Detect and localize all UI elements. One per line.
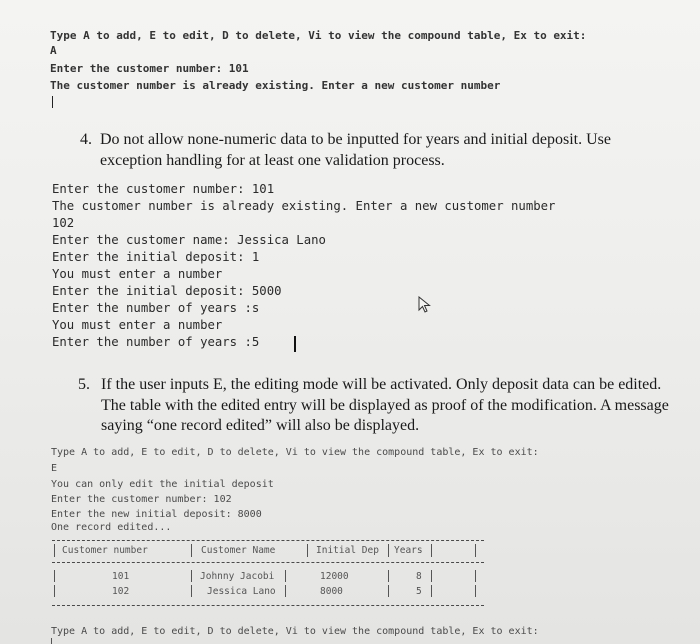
console-line: Enter the number of years :5 — [52, 335, 260, 349]
console-line: Enter the customer number: 102 — [51, 494, 232, 505]
console-line: Enter the initial deposit: 1 — [52, 250, 260, 264]
mouse-pointer-icon — [418, 296, 432, 314]
table-header: Years — [394, 545, 423, 556]
item-number: 4. — [80, 131, 92, 148]
table-divider — [52, 540, 484, 541]
table-cell: 8 — [416, 571, 422, 582]
table-divider — [54, 570, 55, 582]
text-cursor — [294, 336, 296, 352]
console-line: The customer number is already existing. Enter a new customer number — [50, 79, 501, 92]
item-text: saying “one record edited” will also be displayed. — [101, 417, 420, 434]
item-number: 5. — [78, 376, 90, 393]
table-divider — [388, 585, 389, 597]
table-divider — [54, 544, 55, 557]
table-divider — [431, 570, 432, 582]
console-line: Enter the initial deposit: 5000 — [52, 284, 282, 298]
table-divider — [285, 570, 286, 582]
console-line: Enter the customer name: Jessica Lano — [52, 233, 326, 247]
table-divider — [54, 585, 55, 597]
table-header: Initial Dep — [316, 545, 379, 556]
table-cell: Johnny Jacobi — [200, 571, 275, 582]
table-cell: 8000 — [320, 586, 343, 597]
console-line: 102 — [52, 216, 75, 230]
table-divider — [475, 544, 476, 557]
console-line: One record edited... — [51, 522, 172, 533]
text-cursor — [52, 96, 53, 108]
console-line: Enter the customer number: 101 — [52, 182, 275, 196]
console-line: Enter the number of years :s — [52, 301, 260, 315]
table-cell: 101 — [112, 571, 130, 582]
console-line: You can only edit the initial deposit — [51, 479, 274, 490]
console-line: Type A to add, E to edit, D to delete, Vi to view the compound table, Ex to exit: — [50, 29, 587, 42]
item-text: If the user inputs E, the editing mode will be activated. Only deposit data can be edited. — [101, 376, 662, 393]
table-divider — [52, 562, 484, 563]
console-line: You must enter a number — [52, 318, 223, 332]
text-cursor — [51, 638, 52, 644]
table-header: Customer number — [62, 545, 148, 556]
table-divider — [285, 585, 286, 597]
table-divider — [431, 585, 432, 597]
table-divider — [191, 570, 192, 582]
table-divider — [191, 585, 192, 597]
item-text: The table with the edited entry will be displayed as proof of the modification. A message — [101, 397, 669, 414]
table-divider — [388, 544, 389, 557]
table-cell: 102 — [112, 586, 130, 597]
item-text: exception handling for at least one validation process. — [100, 152, 445, 169]
console-line: Type A to add, E to edit, D to delete, Vi to view the compound table, Ex to exit: — [51, 626, 539, 637]
table-divider — [52, 605, 484, 606]
console-line: Type A to add, E to edit, D to delete, Vi to view the compound table, Ex to exit: — [51, 447, 539, 458]
console-line: A — [50, 44, 57, 57]
table-cell: 5 — [416, 586, 422, 597]
table-divider — [475, 585, 476, 597]
table-cell: Jessica Lano — [207, 586, 276, 597]
table-divider — [475, 570, 476, 582]
table-divider — [191, 544, 192, 557]
console-line: The customer number is already existing. Enter a new customer number — [52, 199, 556, 213]
customer-table — [48, 538, 488, 606]
console-line: E — [51, 463, 58, 474]
table-divider — [388, 570, 389, 582]
console-line: Enter the new initial deposit: 8000 — [51, 509, 262, 520]
item-text: Do not allow none-numeric data to be inputted for years and initial deposit. Use — [100, 131, 611, 148]
table-cell: 12000 — [320, 571, 349, 582]
table-divider — [431, 544, 432, 557]
table-divider — [307, 544, 308, 557]
table-header: Customer Name — [201, 545, 276, 556]
console-line: Enter the customer number: 101 — [50, 62, 249, 75]
console-line: You must enter a number — [52, 267, 223, 281]
